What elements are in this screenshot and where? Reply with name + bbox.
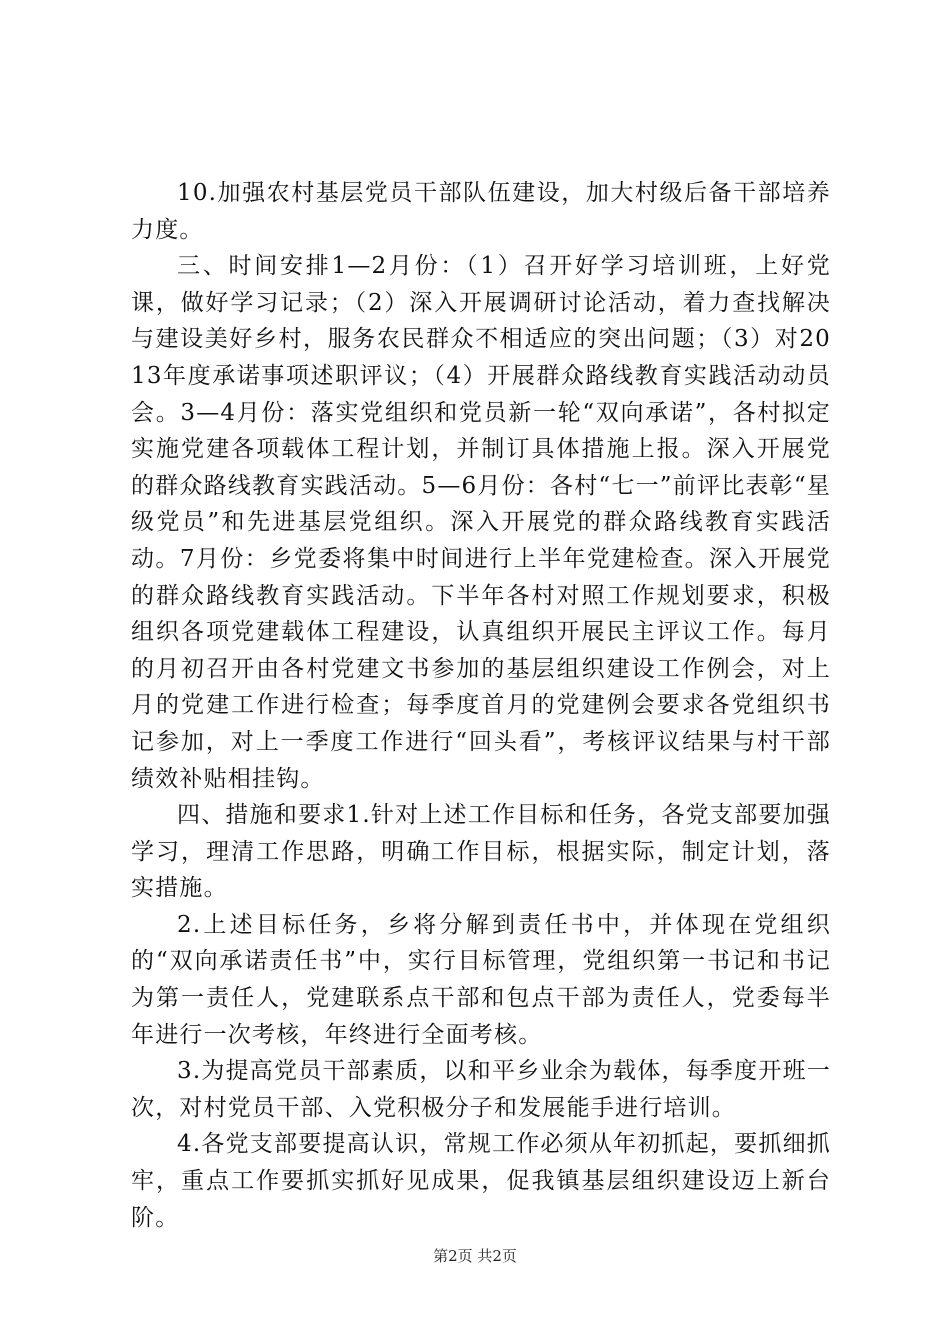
paragraph-measure-3: 3.为提高党员干部素质，以和平乡业余为载体，每季度开班一次，对村党员干部、入党积极分子和发展能手进行培训。 <box>131 1058 831 1121</box>
page-footer: 第2页 共2页 <box>433 1247 517 1265</box>
paragraph-schedule: 三、时间安排1—2月份：（1）召开好学习培训班，上好党课，做好学习记录；（2）深入开展调研讨论活动，着力查找解决与建设美好乡村，服务农民群众不相适应的突出问题；（3）对2013年度承诺事项述职评议；（4）开展群众路线教育实践活动动员会。3—4月份：落实党组织和党员新一轮“双向承诺”，各村拟定实施党建各项载体工程计划，并制订具体措施上报。深入开展党的群众路线教育实践活动。5—6月份：各村“七一”前评比表彰“星级党员”和先进基层党组织。深入开展党的群众路线教育实践活动。7月份：乡党委将集中时间进行上半年党建检查。深入开展党的群众路线教育实践活动。下半年各村对照工作规划要求，积极组织各项党建载体工程建设，认真组织开展民主评议工作。每月的月初召开由各村党建文书参加的基层组织建设工作例会，对上月的党建工作进行检查；每季度首月的党建例会要求各党组织书记参加，对上一季度工作进行“回头看”，考核评议结果与村干部绩效补贴相挂钩。 <box>131 253 831 792</box>
paragraph-measure-4: 4.各党支部要提高认识，常规工作必须从年初抓起，要抓细抓牢，重点工作要抓实抓好见成果，促我镇基层组织建设迈上新台阶。 <box>131 1131 831 1231</box>
document-body <box>131 175 831 1236</box>
paragraph-item-10: 10.加强农村基层党员干部队伍建设，加大村级后备干部培养力度。 <box>131 180 831 243</box>
paragraph-measures: 四、措施和要求1.针对上述工作目标和任务，各党支部要加强学习，理清工作思路，明确工作目标，根据实际，制定计划，落实措施。 <box>131 802 831 902</box>
paragraph-measure-2: 2.上述目标任务，乡将分解到责任书中，并体现在党组织的“双向承诺责任书”中，实行目标管理，党组织第一书记和书记为第一责任人，党建联系点干部和包点干部为责任人，党委每半年进行一次考核，年终进行全面考核。 <box>131 911 831 1048</box>
